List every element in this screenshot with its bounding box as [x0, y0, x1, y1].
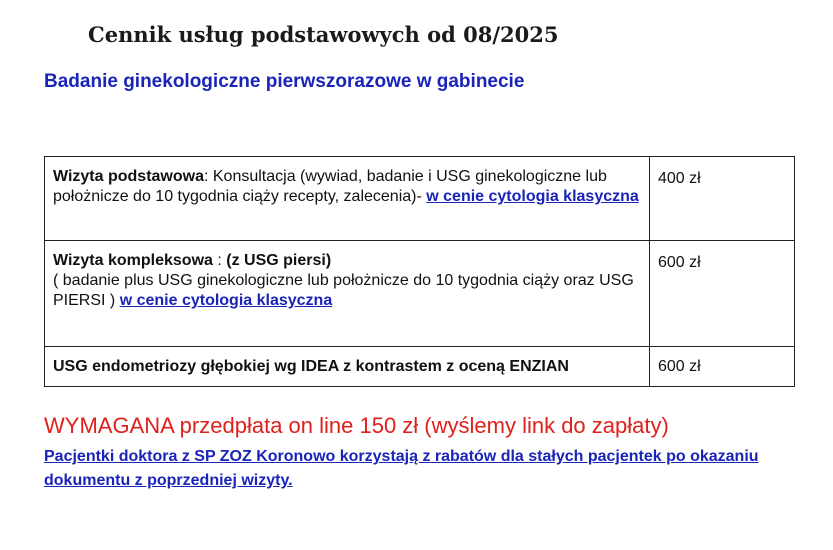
service-price: 400 zł: [650, 157, 795, 241]
page-title: Cennik usług podstawowych od 08/2025: [88, 22, 559, 47]
service-details: ( badanie plus USG ginekologiczne lub położnicze do 10 tygodnia ciąży oraz USG PIERSI ): [53, 272, 634, 309]
service-name: Wizyta kompleksowa: [53, 252, 213, 269]
service-name-extra: (z USG piersi): [226, 252, 332, 269]
service-description: [45, 241, 650, 347]
cytology-link[interactable]: w cenie cytologia klasyczna: [426, 188, 639, 205]
prepayment-notice: WYMAGANA przedpłata on line 150 zł (wyślemy link do zapłaty): [44, 413, 669, 438]
service-details: Konsultacja (wywiad, badanie i USG ginekologiczne lub położnicze do 10 tygodnia ciąży recepty, zalecenia)-: [53, 168, 607, 205]
price-table: [44, 156, 795, 387]
section-heading: Badanie ginekologiczne pierwszorazowe w gabinecie: [44, 71, 525, 92]
separator: :: [212, 252, 227, 269]
service-name: USG endometriozy głębokiej wg IDEA z kontrastem z oceną ENZIAN: [53, 358, 569, 375]
table-row: [45, 241, 795, 347]
service-price: 600 zł: [650, 347, 795, 387]
discount-link[interactable]: Pacjentki doktora z SP ZOZ Koronowo korzystają z rabatów dla stałych pacjentek po okazaniu dokumentu z poprzedniej wizyty.: [44, 448, 759, 489]
service-price: 600 zł: [650, 241, 795, 347]
separator: :: [203, 168, 213, 185]
table-row: [45, 347, 795, 387]
service-description: [45, 347, 650, 387]
table-row: [45, 157, 795, 241]
cytology-link[interactable]: w cenie cytologia klasyczna: [119, 292, 333, 309]
service-description: [45, 157, 650, 241]
service-name: Wizyta podstawowa: [53, 168, 204, 185]
